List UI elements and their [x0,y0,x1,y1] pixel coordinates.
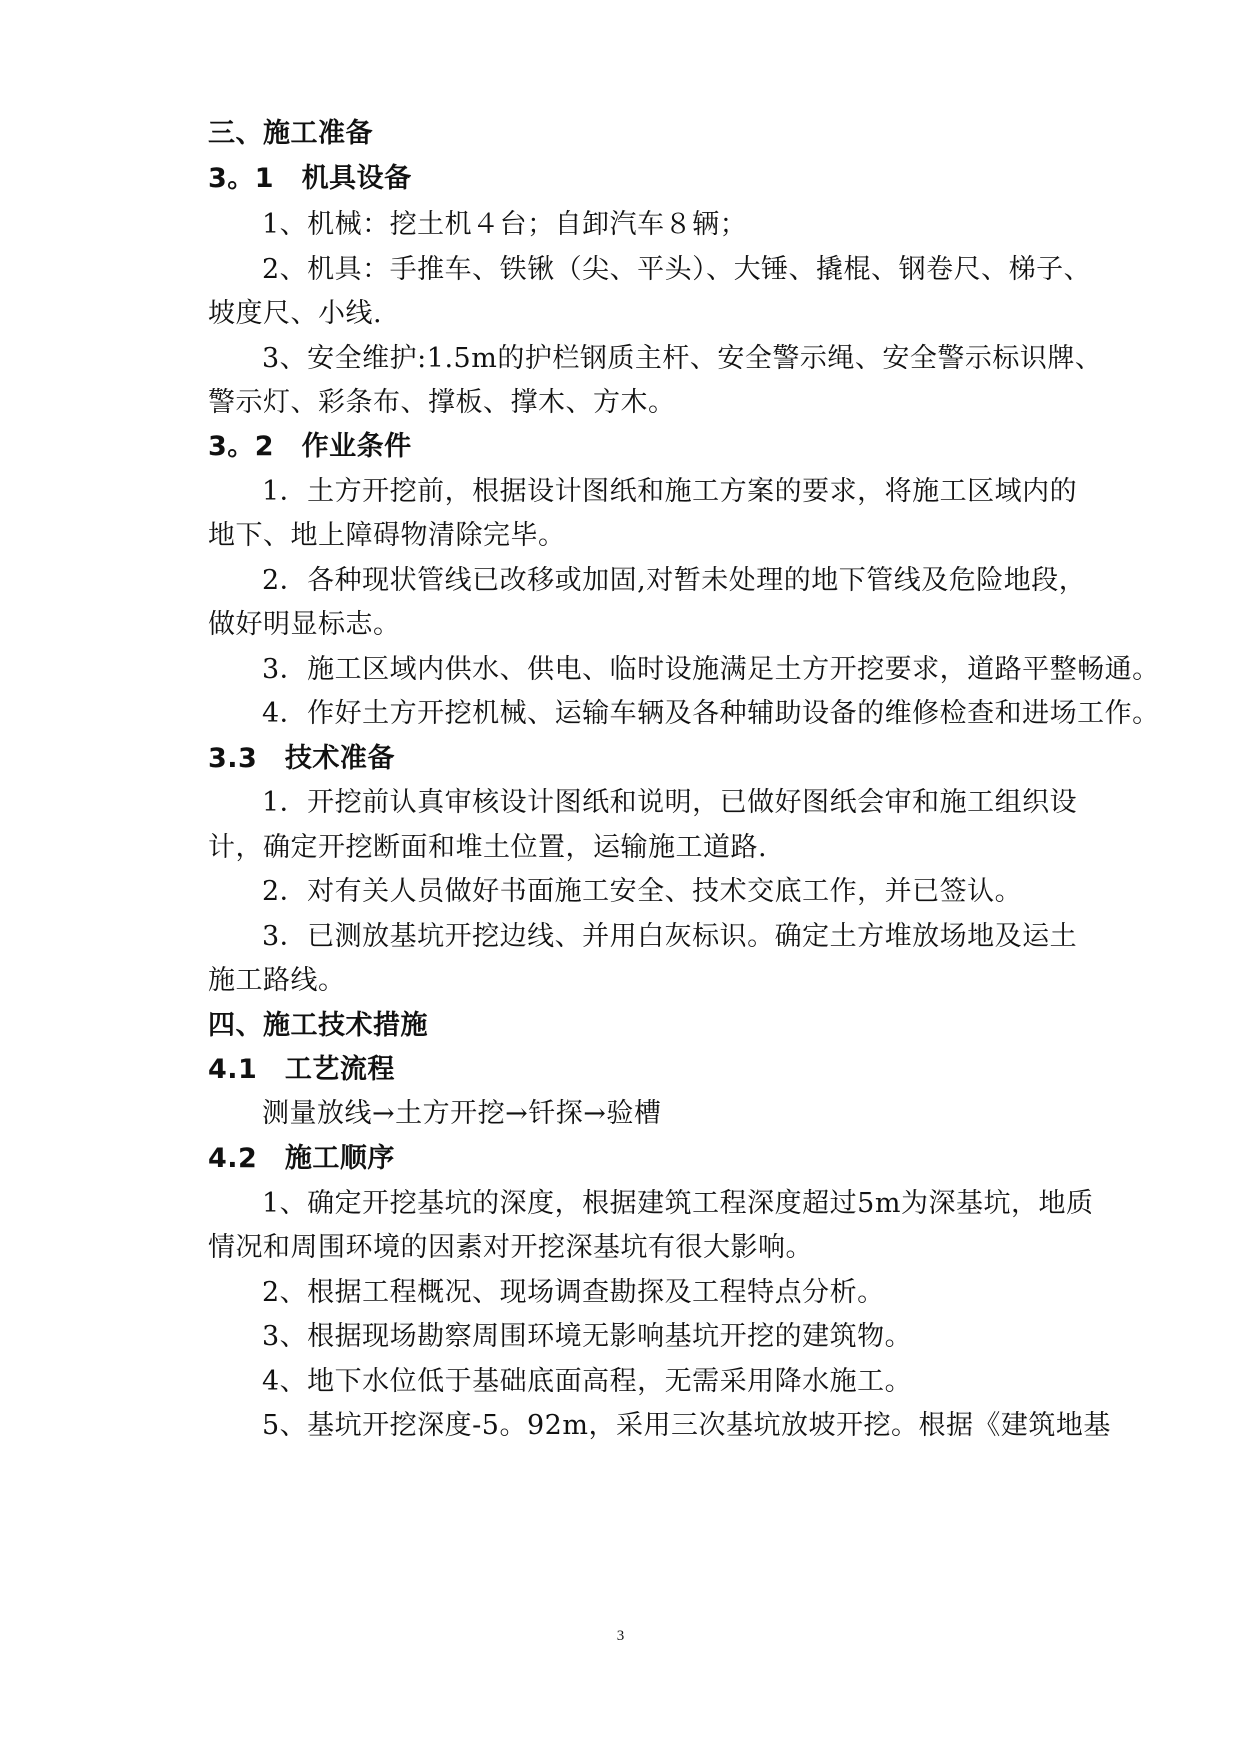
paragraph-line: 2．各种现状管线已改移或加固,对暂未处理的地下管线及危险地段， [262,565,1087,596]
process-flow-line: 测量放线→土方开挖→钎探→验槽 [262,1098,662,1129]
paragraph-line: 1、确定开挖基坑的深度，根据建筑工程深度超过5m为深基坑，地质 [262,1188,1094,1219]
paragraph-line: 3．施工区域内供水、供电、临时设施满足土方开挖要求，道路平整畅通。 [262,654,1160,685]
paragraph-line: 2、机具：手推车、铁锹（尖、平头）、大锤、撬棍、钢卷尺、梯子、 [262,254,1092,285]
paragraph-line: 计，确定开挖断面和堆土位置，运输施工道路. [208,832,768,863]
subsection-heading-4-2: 4.2 施工顺序 [208,1143,395,1174]
subsection-heading-4-1: 4.1 工艺流程 [208,1054,395,1085]
paragraph-line: 地下、地上障碍物清除完毕。 [208,520,566,551]
paragraph-line: 3、根据现场勘察周围环境无影响基坑开挖的建筑物。 [262,1321,913,1352]
subsection-heading-3-3: 3.3 技术准备 [208,743,395,774]
paragraph-line: 4．作好土方开挖机械、运输车辆及各种辅助设备的维修检查和进场工作。 [262,698,1160,729]
page-number: 3 [616,1628,625,1644]
paragraph-line: 情况和周围环境的因素对开挖深基坑有很大影响。 [208,1232,813,1263]
paragraph-line: 1．开挖前认真审核设计图纸和说明，已做好图纸会审和施工组织设 [262,787,1078,818]
paragraph-line: 1．土方开挖前，根据设计图纸和施工方案的要求，将施工区域内的 [262,476,1078,507]
paragraph-line: 警示灯、彩条布、撑板、撑木、方木。 [208,387,676,418]
subsection-heading-3-1: 3。1 机具设备 [208,163,412,194]
subsection-heading-3-2: 3。2 作业条件 [208,431,412,462]
paragraph-line: 1、机械：挖土机４台；自卸汽车８辆； [262,209,748,240]
paragraph-line: 5、基坑开挖深度-5。92m，采用三次基坑放坡开挖。根据《建筑地基 [262,1410,1111,1441]
section-heading-4: 四、施工技术措施 [208,1010,428,1041]
paragraph-line: 做好明显标志。 [208,609,401,640]
paragraph-line: 3、安全维护:1.5m的护栏钢质主杆、安全警示绳、安全警示标识牌、 [262,343,1103,374]
paragraph-line: 施工路线。 [208,965,346,996]
section-heading-3: 三、施工准备 [208,118,373,149]
paragraph-line: 3．已测放基坑开挖边线、并用白灰标识。确定土方堆放场地及运土 [262,921,1078,952]
paragraph-line: 2、根据工程概况、现场调查勘探及工程特点分析。 [262,1277,885,1308]
paragraph-line: 2．对有关人员做好书面施工安全、技术交底工作，并已签认。 [262,876,1023,907]
paragraph-line: 坡度尺、小线. [208,298,383,329]
paragraph-line: 4、地下水位低于基础底面高程，无需采用降水施工。 [262,1366,913,1397]
